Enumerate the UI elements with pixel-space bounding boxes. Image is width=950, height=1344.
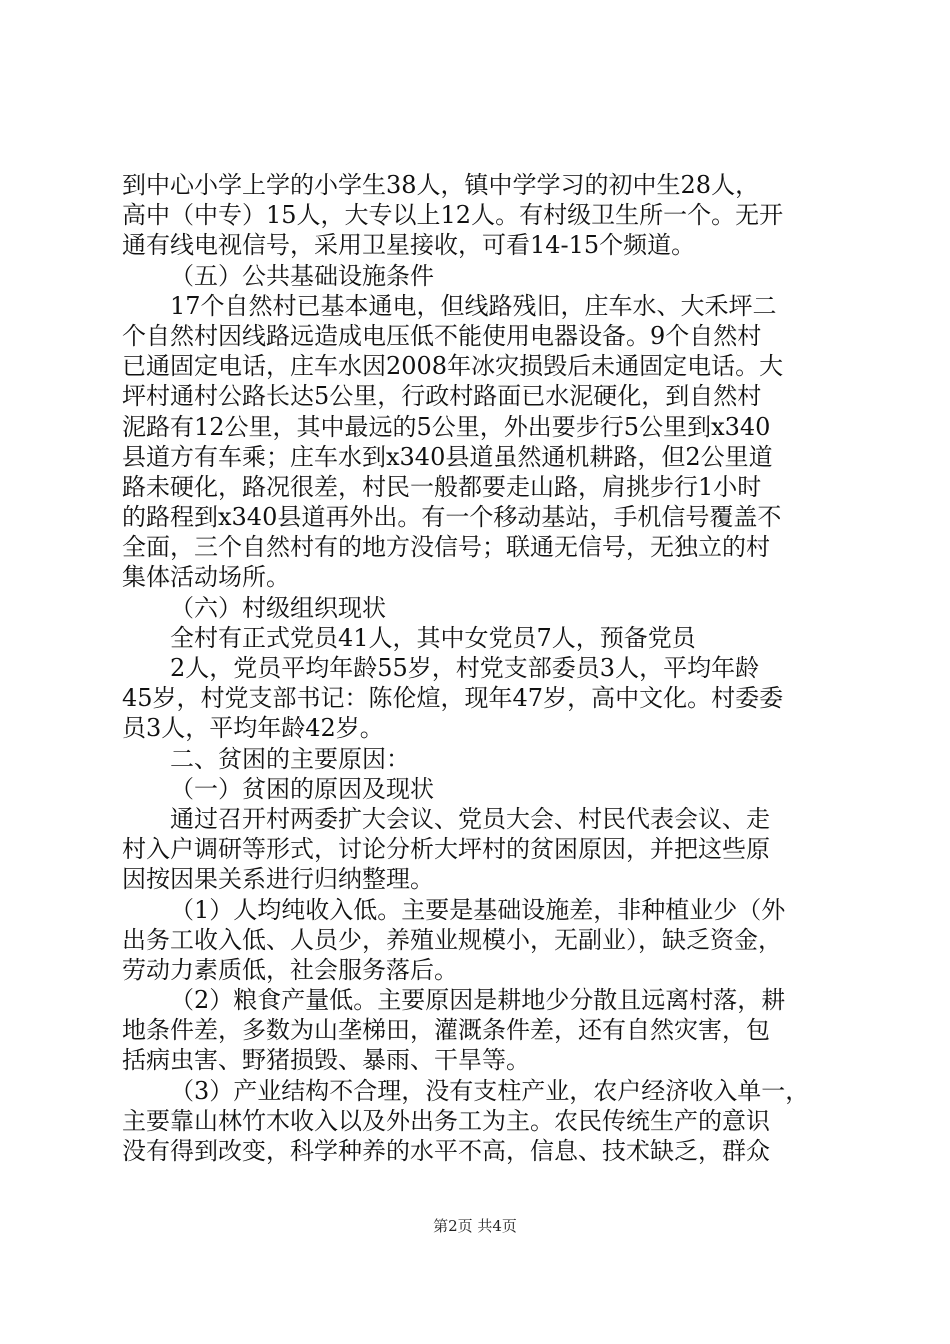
text-line: 的路程到x340县道再外出。有一个移动基站，手机信号覆盖不 bbox=[122, 503, 782, 532]
text-line: 集体活动场所。 bbox=[122, 563, 290, 592]
text-line: 地条件差，多数为山垄梯田，灌溉条件差，还有自然灾害，包 bbox=[122, 1016, 770, 1045]
text-line: （一）贫困的原因及现状 bbox=[170, 774, 434, 803]
text-line: 45岁，村党支部书记：陈伦煊，现年47岁，高中文化。村委委 bbox=[122, 684, 784, 713]
text-line: 坪村通村公路长达5公里，行政村路面已水泥硬化，到自然村 bbox=[122, 382, 762, 411]
text-line: 全村有正式党员41人，其中女党员7人，预备党员 bbox=[170, 623, 696, 652]
text-line: 因按因果关系进行归纳整理。 bbox=[122, 865, 434, 894]
text-line: 已通固定电话，庄车水因2008年冰灾损毁后未通固定电话。大 bbox=[122, 352, 784, 381]
text-line: 全面，三个自然村有的地方没信号；联通无信号，无独立的村 bbox=[122, 533, 770, 562]
text-line: 没有得到改变，科学种养的水平不高，信息、技术缺乏，群众 bbox=[122, 1137, 770, 1165]
text-line: 括病虫害、野猪损毁、暴雨、干旱等。 bbox=[122, 1046, 530, 1075]
text-line: 出务工收入低、人员少，养殖业规模小，无副业），缺乏资金， bbox=[122, 925, 782, 954]
text-line: 二、贫困的主要原因： bbox=[170, 744, 410, 773]
text-line: 员3人，平均年龄42岁。 bbox=[122, 714, 384, 743]
page-footer: 第2页 共4页 bbox=[433, 1217, 517, 1235]
text-line: 通有线电视信号，采用卫星接收，可看14-15个频道。 bbox=[122, 231, 696, 260]
text-line: 高中（中专）15人，大专以上12人。有村级卫生所一个。无开 bbox=[122, 201, 784, 230]
text-line: 主要靠山林竹木收入以及外出务工为主。农民传统生产的意识 bbox=[122, 1106, 770, 1135]
text-line: 泥路有12公里，其中最远的5公里，外出要步行5公里到x340 bbox=[122, 412, 771, 441]
text-line: 个自然村因线路远造成电压低不能使用电器设备。9个自然村 bbox=[122, 321, 762, 350]
text-line: （六）村级组织现状 bbox=[170, 593, 386, 622]
text-line: 2人，党员平均年龄55岁，村党支部委员3人，平均年龄 bbox=[170, 654, 760, 682]
text-line: 到中心小学上学的小学生38人，镇中学学习的初中生28人， bbox=[122, 171, 760, 199]
text-line: （1）人均纯收入低。主要是基础设施差，非种植业少（外 bbox=[170, 895, 786, 924]
text-line: 路未硬化，路况很差，村民一般都要走山路，肩挑步行1小时 bbox=[122, 472, 762, 501]
text-line: （2）粮食产量低。主要原因是耕地少分散且远离村落，耕 bbox=[170, 986, 786, 1015]
text-line: 17个自然村已基本通电，但线路残旧，庄车水、大禾坪二 bbox=[170, 291, 777, 320]
text-line: 通过召开村两委扩大会议、党员大会、村民代表会议、走 bbox=[170, 804, 770, 833]
text-line: 劳动力素质低，社会服务落后。 bbox=[122, 955, 458, 984]
text-line: （3）产业结构不合理，没有支柱产业，农户经济收入单一， bbox=[170, 1076, 810, 1105]
text-line: （五）公共基础设施条件 bbox=[170, 261, 434, 290]
text-line: 县道方有车乘；庄车水到x340县道虽然通机耕路，但2公里道 bbox=[122, 442, 773, 471]
text-line: 村入户调研等形式，讨论分析大坪村的贫困原因，并把这些原 bbox=[122, 835, 770, 864]
body-text bbox=[122, 170, 836, 1166]
